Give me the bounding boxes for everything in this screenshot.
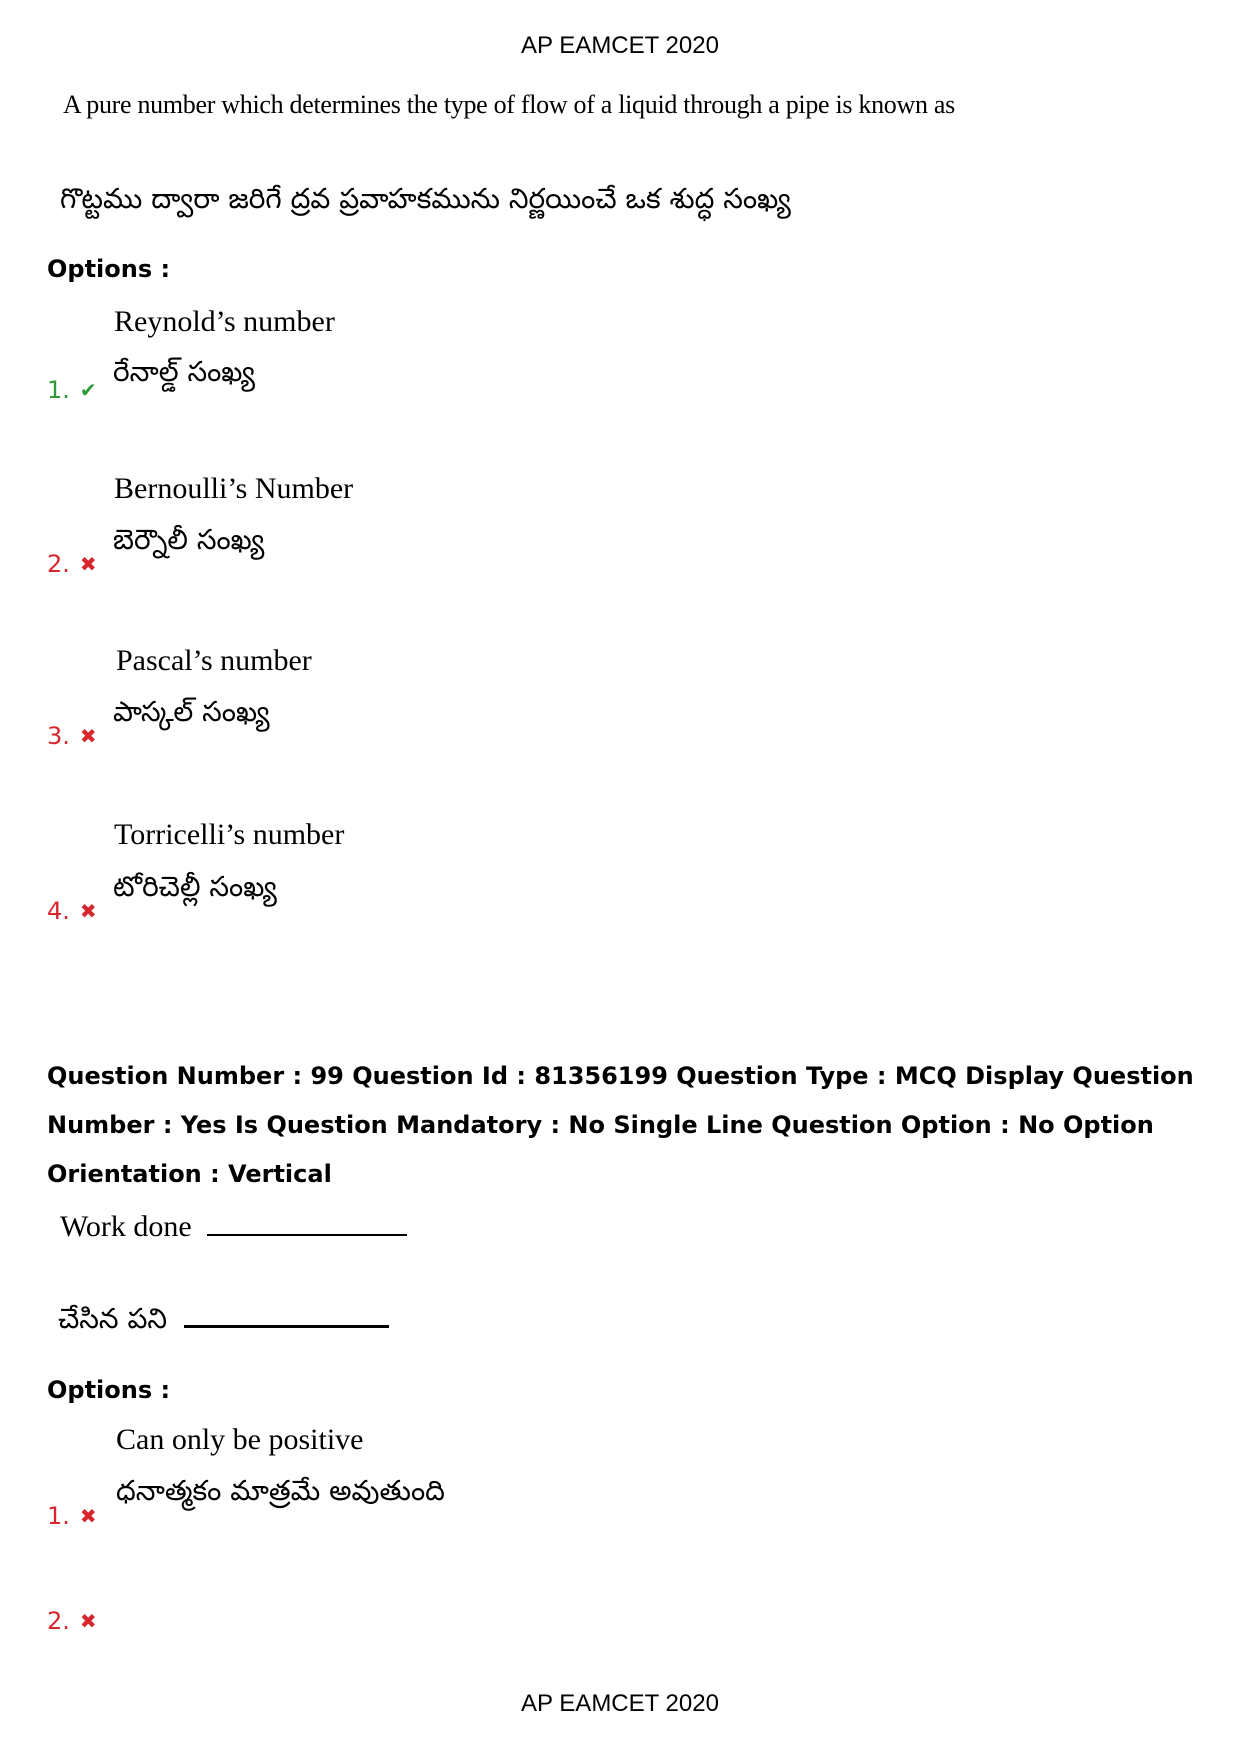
- option-1-text-te: ధనాత్మకం మాత్రమే అవుతుంది: [116, 1474, 445, 1507]
- cross-icon: ✖: [79, 1609, 97, 1633]
- cross-icon: ✖: [79, 552, 97, 576]
- check-icon: ✔: [79, 378, 97, 402]
- page-footer: AP EAMCET 2020: [521, 1690, 719, 1717]
- option-number: 2.: [47, 550, 70, 578]
- question-text-te-label: చేసిన పని: [58, 1302, 168, 1335]
- question-text-en: A pure number which determines the type of flow of a liquid through a pipe is known as: [63, 90, 955, 119]
- option-3-text-te: పాస్కల్ సంఖ్య: [113, 695, 270, 728]
- option-1-text-en: Can only be positive: [116, 1423, 364, 1456]
- cross-icon: ✖: [79, 899, 97, 923]
- option-4-marker: [47, 897, 97, 925]
- options-label: Options :: [47, 255, 171, 283]
- option-2-text-en: Bernoulli’s Number: [114, 472, 354, 505]
- option-4-text-en: Torricelli’s number: [114, 818, 345, 851]
- option-1-text-en: Reynold’s number: [114, 305, 335, 338]
- option-number: 4.: [47, 897, 70, 925]
- question-text-en-label: Work done: [60, 1210, 192, 1243]
- option-number: 1.: [47, 1502, 70, 1530]
- cross-icon: ✖: [79, 724, 97, 748]
- answer-blank: [184, 1325, 389, 1328]
- question-text-te: [58, 1302, 389, 1342]
- answer-blank: [207, 1234, 407, 1236]
- question-text-en: [60, 1210, 407, 1244]
- option-3-marker: [47, 722, 97, 750]
- option-1-marker: [47, 1502, 97, 1530]
- question-meta: Question Number : 99 Question Id : 81356199 Question Type : MCQ Display Question Number : Yes Is Question Mandatory : No Single Line Question Option : No Option Orientation : Vertical: [47, 1062, 1194, 1188]
- question-text-te: గొట్టము ద్వారా జరిగే ద్రవ ప్రవాహకమును నిర్ణయించే ఒక శుద్ధ సంఖ్య: [60, 182, 791, 215]
- options-label: Options :: [47, 1376, 171, 1404]
- option-2-marker: [47, 550, 97, 578]
- page-header: AP EAMCET 2020: [521, 32, 719, 59]
- option-number: 2.: [47, 1607, 70, 1635]
- option-2-text-te: బెర్నౌలీ సంఖ్య: [113, 523, 265, 556]
- option-4-text-te: టోరిచెల్లీ సంఖ్య: [113, 870, 277, 903]
- option-1-marker: [47, 376, 97, 404]
- option-1-text-te: రేనాల్డ్ సంఖ్య: [113, 355, 255, 388]
- option-3-text-en: Pascal’s number: [116, 644, 312, 677]
- cross-icon: ✖: [79, 1504, 97, 1528]
- option-number: 1.: [47, 376, 70, 404]
- option-2-marker: [47, 1607, 97, 1635]
- option-number: 3.: [47, 722, 70, 750]
